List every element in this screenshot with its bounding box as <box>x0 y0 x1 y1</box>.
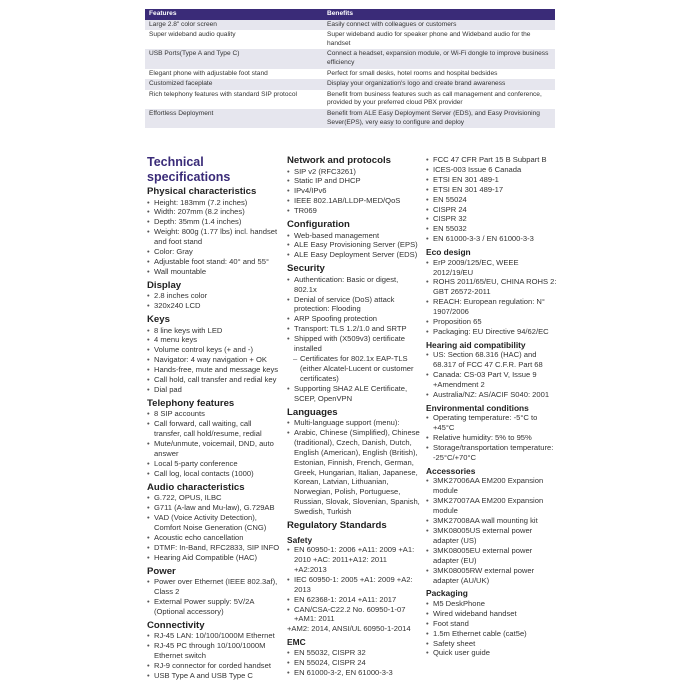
list-item: • Packaging: EU Directive 94/62/EC <box>426 327 560 337</box>
list-item: • Foot stand <box>426 619 560 629</box>
feature-cell: Effortless Deployment <box>145 109 323 128</box>
keys-heading: Keys <box>147 314 170 326</box>
list-item: • Call forward, call waiting, call transfer, call hold/resume, redial <box>147 419 281 439</box>
list-item: • Shipped with (X509v3) certificate installed <box>287 334 421 354</box>
table-row <box>145 20 555 31</box>
list-item: • 8 line keys with LED <box>147 326 281 336</box>
list-item: • CISPR 32 <box>426 214 560 224</box>
configuration-list <box>287 231 421 261</box>
list-item: • Supporting SHA2 ALE Certificate, SCEP, OpenVPN <box>287 384 421 404</box>
eco-list <box>426 258 560 337</box>
list-item: – Certificates for 802.1x EAP-TLS (either Alcatel-Lucent or customer certificates) <box>293 354 421 384</box>
connectivity-list <box>147 631 281 681</box>
list-item: • SIP v2 (RFC3261) <box>287 167 421 177</box>
list-item: • Color: Gray <box>147 247 281 257</box>
table-row <box>145 79 555 90</box>
list-item: • ALE Easy Deployment Server (EDS) <box>287 250 421 260</box>
list-item: • Wall mountable <box>147 267 281 277</box>
feature-cell: Super wideband audio quality <box>145 30 323 49</box>
list-item: • 1.5m Ethernet cable (cat5e) <box>426 629 560 639</box>
list-item: • FCC 47 CFR Part 15 B Subpart B <box>426 155 560 165</box>
feature-cell: Rich telephony features with standard SIP protocol <box>145 90 323 109</box>
feature-cell: USB Ports(Type A and Type C) <box>145 49 323 68</box>
hearing-list <box>426 350 560 400</box>
features-benefits-table <box>145 9 555 128</box>
list-item: • Canada: CS-03 Part V, Issue 9 +Amendment 2 <box>426 370 560 390</box>
list-item: • EN 55024 <box>426 195 560 205</box>
list-item: • Quick user guide <box>426 648 560 658</box>
physical-heading: Physical characteristics <box>147 186 257 197</box>
column-3 <box>426 155 560 658</box>
benefit-cell: Benefit from business features such as call management and conference, provided by your preferred cloud PBX provider <box>323 90 555 109</box>
list-item: • Transport: TLS 1.2/1.0 and SRTP <box>287 324 421 334</box>
list-item: • Authentication: Basic or digest, 802.1x <box>287 275 421 295</box>
security-list <box>287 275 421 354</box>
packaging-heading: Packaging <box>426 588 468 599</box>
security-sub-list <box>287 354 421 384</box>
network-list <box>287 167 421 217</box>
list-item: • Static IP and DHCP <box>287 176 421 186</box>
benefit-cell: Super wideband audio for speaker phone and Wideband audio for the handset <box>323 30 555 49</box>
list-item: • REACH: European regulation: N° 1907/2006 <box>426 297 560 317</box>
list-item: • Height: 183mm (7.2 inches) <box>147 198 281 208</box>
list-item: • Power over Ethernet (IEEE 802.3af), Class 2 <box>147 577 281 597</box>
list-item: • 8 SIP accounts <box>147 409 281 419</box>
list-item: • Local 5-party conference <box>147 459 281 469</box>
audio-heading: Audio characteristics <box>147 481 245 493</box>
list-item: • Storage/transportation temperature: -25°C/+70°C <box>426 443 560 463</box>
benefit-cell: Benefit from ALE Easy Deployment Server (EDS), and Easy Provisioning Sever(EPS), very easy to configure and deploy <box>323 109 555 128</box>
list-item: • EN 55032, CISPR 32 <box>287 648 421 658</box>
telephony-heading: Telephony features <box>147 397 235 409</box>
list-item: • Proposition 65 <box>426 317 560 327</box>
list-item: • Denial of service (DoS) attack protection: Flooding <box>287 295 421 315</box>
keys-list <box>147 326 281 395</box>
accessories-list <box>426 476 560 585</box>
table-row <box>145 49 555 68</box>
list-item: • US: Section 68.316 (HAC) and 68.317 of FCC 47 C.F.R. Part 68 <box>426 350 560 370</box>
list-item: • IEEE 802.1AB/LLDP-MED/QoS <box>287 196 421 206</box>
list-item: • TR069 <box>287 206 421 216</box>
list-item: • CISPR 24 <box>426 205 560 215</box>
benefit-cell: Connect a headset, expansion module, or Wi-Fi dongle to improve business efficiency <box>323 49 555 68</box>
list-item: • G.722, OPUS, ILBC <box>147 493 281 503</box>
power-list <box>147 577 281 617</box>
list-item: • ALE Easy Provisioning Server (EPS) <box>287 240 421 250</box>
list-item: • RJ-45 PC through 10/100/1000M Ethernet switch <box>147 641 281 661</box>
hearing-heading: Hearing aid compatibility <box>426 339 526 350</box>
technical-specifications-title: Technical specifications <box>147 155 231 184</box>
list-item: • Dial pad <box>147 385 281 395</box>
feature-cell: Customized faceplate <box>145 79 323 90</box>
list-item: • EN 55032 <box>426 224 560 234</box>
list-item: • Width: 207mm (8.2 inches) <box>147 207 281 217</box>
security-heading: Security <box>287 263 325 275</box>
benefit-cell: Display your organization's logo and create brand awareness <box>323 79 555 90</box>
list-item: • ICES-003 Issue 6 Canada <box>426 165 560 175</box>
safety-tail: +AM2: 2014, ANSI/UL 60950-1-2014 <box>287 624 411 634</box>
list-item: • Hearing Aid Compatible (HAC) <box>147 553 281 563</box>
languages-list <box>287 418 421 517</box>
benefits-header: Benefits <box>323 9 555 20</box>
list-item: • DTMF: In-Band, RFC2833, SIP INFO <box>147 543 281 553</box>
list-item: • ARP Spoofing protection <box>287 314 421 324</box>
list-item: • ROHS 2011/65/EU, CHINA ROHS 2: GBT 26572-2011 <box>426 277 560 297</box>
table-body <box>145 20 555 129</box>
list-item: • Weight: 800g (1.77 lbs) incl. handset and foot stand <box>147 227 281 247</box>
list-item: • 3MK08005RW external power adapter (AU/UK) <box>426 566 560 586</box>
list-item: • Arabic, Chinese (Simplified), Chinese (traditional), Czech, Danish, Dutch, English (American), English (British), Estonian, Finnish, French, German, Greek, Hungarian, Italian, Japanese, Korean, Latvian, Lithuanian, Norwegian, Polish, Portuguese, Russian, Slovak, Slovenian, Spanish, Swedish, Turkish <box>287 428 421 517</box>
column-1 <box>147 155 281 681</box>
display-list <box>147 291 281 311</box>
list-item: • Hands-free, mute and message keys <box>147 365 281 375</box>
list-item: • Operating temperature: -5°C to +45°C <box>426 413 560 433</box>
list-item: • Mute/unmute, voicemail, DND, auto answer <box>147 439 281 459</box>
safety-heading: Safety <box>287 534 313 545</box>
configuration-heading: Configuration <box>287 219 350 231</box>
column-2 <box>287 155 421 677</box>
emc-heading: EMC <box>287 637 306 648</box>
environmental-list <box>426 413 560 463</box>
list-item: • EN 61000-3-2, EN 61000-3-3 <box>287 668 421 678</box>
list-item: • IPv4/IPv6 <box>287 186 421 196</box>
features-header: Features <box>145 9 323 20</box>
list-item: • Depth: 35mm (1.4 inches) <box>147 217 281 227</box>
list-item: • ETSI EN 301 489-1 <box>426 175 560 185</box>
emc-list <box>287 648 421 678</box>
network-heading: Network and protocols <box>287 155 391 166</box>
table-header-row <box>145 9 555 20</box>
list-item: • EN 60950-1: 2006 +A11: 2009 +A1: 2010 +AC: 2011+A12: 2011 +A2:2013 <box>287 545 421 575</box>
feature-cell: Elegant phone with adjustable foot stand <box>145 69 323 80</box>
list-item: • 4 menu keys <box>147 335 281 345</box>
table-row <box>145 90 555 109</box>
regulatory-heading: Regulatory Standards <box>287 520 387 532</box>
feature-cell: Large 2.8" color screen <box>145 20 323 31</box>
list-item: • 3MK27008AA wall mounting kit <box>426 516 560 526</box>
list-item: • M5 DeskPhone <box>426 599 560 609</box>
security-list-2 <box>287 384 421 404</box>
telephony-list <box>147 409 281 478</box>
safety-list <box>287 545 421 624</box>
list-item: • USB Type A and USB Type C <box>147 671 281 681</box>
list-item: • Acoustic echo cancellation <box>147 533 281 543</box>
list-item: • External Power supply: 5V/2A (Optional accessory) <box>147 597 281 617</box>
list-item: • IEC 60950-1: 2005 +A1: 2009 +A2: 2013 <box>287 575 421 595</box>
list-item: • Multi-language support (menu): <box>287 418 421 428</box>
list-item: • Australia/NZ: AS/ACIF S040: 2001 <box>426 390 560 400</box>
connectivity-heading: Connectivity <box>147 619 205 631</box>
list-item: • Call log, local contacts (1000) <box>147 469 281 479</box>
table-row <box>145 109 555 128</box>
languages-heading: Languages <box>287 406 338 418</box>
list-item: • Volume control keys (+ and -) <box>147 345 281 355</box>
benefit-cell: Perfect for small desks, hotel rooms and hospital bedsides <box>323 69 555 80</box>
list-item: • G711 (A-law and Mu-law), G.729AB <box>147 503 281 513</box>
accessories-heading: Accessories <box>426 465 476 476</box>
emc-continued-list <box>426 155 560 244</box>
list-item: • 3MK27006AA EM200 Expansion module <box>426 476 560 496</box>
list-item: • CAN/CSA-C22.2 No. 60950-1-07 +AM1: 2011 <box>287 605 421 625</box>
environmental-heading: Environmental conditions <box>426 402 529 413</box>
list-item: • Navigator: 4 way navigation + OK <box>147 355 281 365</box>
list-item: • Safety sheet <box>426 639 560 649</box>
table-row <box>145 30 555 49</box>
packaging-list <box>426 599 560 658</box>
benefit-cell: Easily connect with colleagues or customers <box>323 20 555 31</box>
list-item: • 3MK27007AA EM200 Expansion module <box>426 496 560 516</box>
list-item: • VAD (Voice Activity Detection), Comfort Noise Generation (CNG) <box>147 513 281 533</box>
table-row <box>145 69 555 80</box>
display-heading: Display <box>147 279 182 291</box>
list-item: • ETSI EN 301 489-17 <box>426 185 560 195</box>
physical-list <box>147 198 281 277</box>
list-item: • Wired wideband handset <box>426 609 560 619</box>
list-item: • Adjustable foot stand: 40° and 55° <box>147 257 281 267</box>
list-item: • 320x240 LCD <box>147 301 281 311</box>
list-item: • EN 62368-1: 2014 +A11: 2017 <box>287 595 421 605</box>
list-item: • 3MK08005EU external power adapter (EU) <box>426 546 560 566</box>
audio-list <box>147 493 281 562</box>
list-item: • RJ-9 connector for corded handset <box>147 661 281 671</box>
list-item: • RJ-45 LAN: 10/100/1000M Ethernet <box>147 631 281 641</box>
list-item: • EN 55024, CISPR 24 <box>287 658 421 668</box>
list-item: • Web-based management <box>287 231 421 241</box>
list-item: • ErP 2009/125/EC, WEEE 2012/19/EU <box>426 258 560 278</box>
list-item: • 3MK08005US external power adapter (US) <box>426 526 560 546</box>
eco-heading: Eco design <box>426 247 471 258</box>
power-heading: Power <box>147 565 176 577</box>
list-item: • 2.8 inches color <box>147 291 281 301</box>
list-item: • Call hold, call transfer and redial key <box>147 375 281 385</box>
list-item: • EN 61000-3-3 / EN 61000-3-3 <box>426 234 560 244</box>
list-item: • Relative humidity: 5% to 95% <box>426 433 560 443</box>
